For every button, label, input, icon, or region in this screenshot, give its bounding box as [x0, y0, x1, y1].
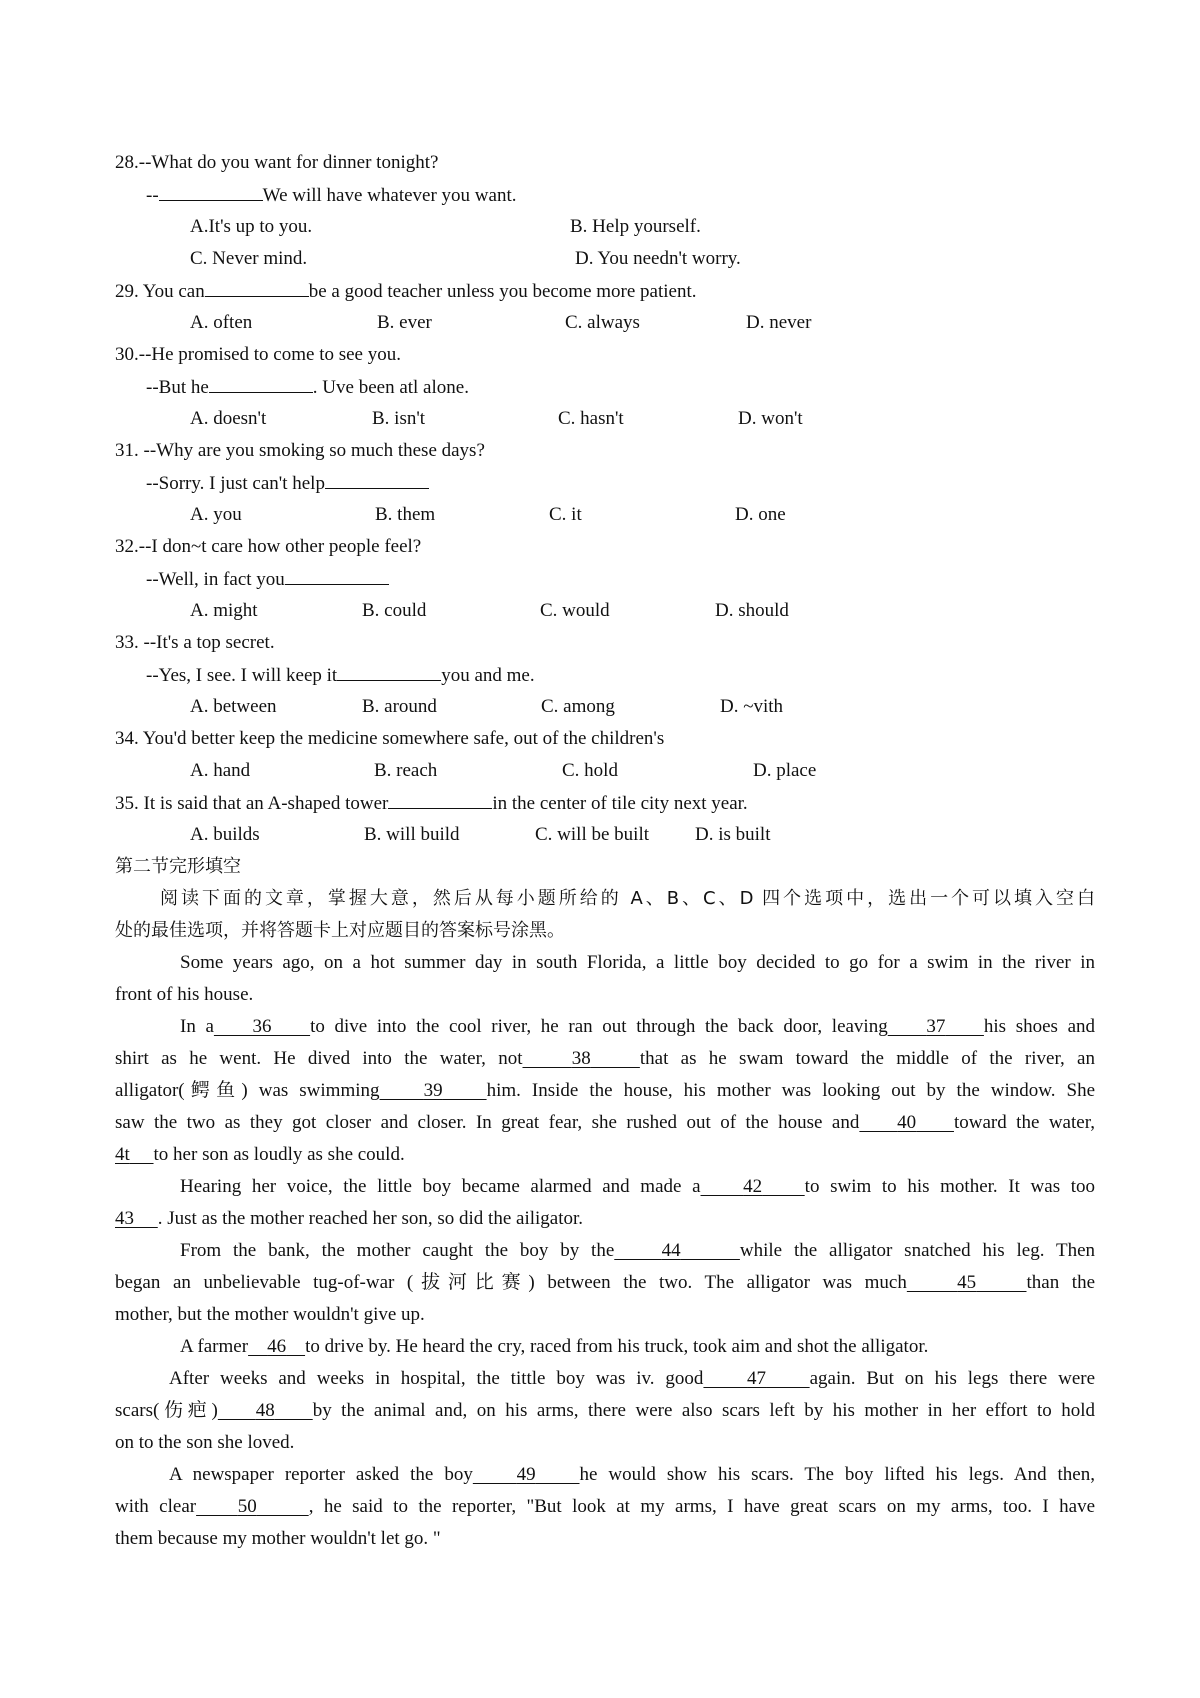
cloze-blank-36: 36 [252, 1016, 272, 1037]
question-31-reply: --Sorry. I just can't help [146, 468, 429, 498]
question-30-stem: 30.--He promised to come to see you. [115, 344, 401, 365]
question-33-option-a: A. between [190, 696, 277, 717]
answer-blank [388, 788, 492, 809]
passage-line: alligator(鳄鱼) was swimming 39 him. Inside the house, his mother was looking out by the window. She [115, 1080, 1095, 1101]
answer-blank [325, 468, 429, 489]
question-31-option-d: D. one [735, 504, 786, 525]
question-32-option-b: B. could [362, 600, 427, 621]
question-29-option-c: C. always [565, 312, 640, 333]
cloze-blank-48: 48 [255, 1400, 275, 1421]
question-35-option-a: A. builds [190, 824, 260, 845]
cloze-blank-40: 40 [897, 1112, 917, 1133]
cloze-blank-45: 45 [957, 1272, 977, 1293]
question-32-reply: --Well, in fact you [146, 564, 389, 594]
passage-line: shirt as he went. He dived into the water, not 38 that as he swam toward the middle of the river, an [115, 1048, 1095, 1069]
passage-line: them because my mother wouldn't let go. " [115, 1528, 441, 1549]
answer-blank [285, 564, 389, 585]
passage-line: 43 . Just as the mother reached her son, so did the ailigator. [115, 1208, 584, 1229]
passage-line: began an unbelievable tug-of-war (拔河比赛) between the two. The alligator was much 45 than the [115, 1272, 1095, 1293]
question-32-option-c: C. would [540, 600, 610, 621]
question-28-option-c: C. Never mind. [190, 248, 308, 269]
cloze-blank-50: 50 [237, 1496, 257, 1517]
question-35-option-d: D. is built [695, 824, 771, 845]
question-33-stem: 33. --It's a top secret. [115, 632, 275, 653]
question-33-option-b: B. around [362, 696, 437, 717]
question-32-stem: 32.--I don~t care how other people feel? [115, 536, 422, 557]
section-title: 第二节完形填空 [115, 856, 241, 877]
passage-line: A newspaper reporter asked the boy 49 he would show his scars. The boy lifted his legs. And then, [169, 1464, 1095, 1485]
question-30-option-d: D. won't [738, 408, 803, 429]
question-34-option-b: B. reach [374, 760, 438, 781]
cloze-blank-42: 42 [743, 1176, 763, 1197]
question-31-stem: 31. --Why are you smoking so much these days? [115, 440, 485, 461]
passage-line: After weeks and weeks in hospital, the tittle boy was iv. good 47 again. But on his legs there were [169, 1368, 1095, 1389]
question-33-reply: --Yes, I see. I will keep it you and me. [146, 660, 535, 690]
cloze-blank-49: 49 [516, 1464, 536, 1485]
cloze-blank-43: 43 [115, 1208, 134, 1229]
answer-blank [337, 660, 441, 681]
question-29-option-d: D. never [746, 312, 812, 333]
passage-line: 4t to her son as loudly as she could. [115, 1144, 405, 1165]
cloze-blank-39: 39 [423, 1080, 443, 1101]
answer-blank [209, 372, 313, 393]
question-32-option-a: A. might [190, 600, 258, 621]
question-28-option-b: B. Help yourself. [570, 216, 701, 237]
section-instructions-line1: 阅读下面的文章，掌握大意，然后从每小题所给的 A、B、C、D 四个选项中，选出一个可以填入空白 [160, 888, 1095, 909]
question-28-stem: 28.--What do you want for dinner tonight? [115, 152, 439, 173]
cloze-blank-46: 46 [267, 1336, 287, 1357]
passage-line: mother, but the mother wouldn't give up. [115, 1304, 425, 1325]
answer-blank [159, 180, 263, 201]
cloze-blank-41: 4t [115, 1144, 130, 1165]
passage-line: scars(伤疤) 48 by the animal and, on his arms, there were also scars left by his mother in her effort to hold [115, 1400, 1095, 1421]
passage-line: Some years ago, on a hot summer day in south Florida, a little boy decided to go for a swim in the river in [180, 952, 1095, 973]
question-31-option-b: B. them [375, 504, 436, 525]
question-35-option-c: C. will be built [535, 824, 649, 845]
question-30-option-b: B. isn't [372, 408, 426, 429]
question-29-option-a: A. often [190, 312, 253, 333]
question-33-option-d: D. ~vith [720, 696, 784, 717]
question-29-stem: 29. You can be a good teacher unless you become more patient. [115, 276, 697, 306]
question-34-option-c: C. hold [562, 760, 618, 781]
question-28-reply: -- We will have whatever you want. [146, 180, 516, 210]
question-31-option-a: A. you [190, 504, 242, 525]
passage-line: with clear 50 , he said to the reporter, "But look at my arms, I have great scars on my arms, too. I have [115, 1496, 1095, 1517]
cloze-blank-38: 38 [571, 1048, 591, 1069]
question-35-stem: 35. It is said that an A-shaped tower in the center of tile city next year. [115, 788, 748, 818]
cloze-blank-37: 37 [926, 1016, 946, 1037]
question-34-option-a: A. hand [190, 760, 251, 781]
passage-line: Hearing her voice, the little boy became alarmed and made a 42 to swim to his mother. It was too [180, 1176, 1095, 1197]
section-instructions-line2: 处的最佳选项，并将答题卡上对应题目的答案标号涂黑。 [115, 920, 565, 941]
passage-line: saw the two as they got closer and closer. In great fear, she rushed out of the house and 40 toward the water, [115, 1112, 1095, 1133]
question-31-option-c: C. it [549, 504, 582, 525]
question-30-reply: --But he . Uve been atl alone. [146, 372, 469, 402]
question-35-option-b: B. will build [364, 824, 460, 845]
question-30-option-c: C. hasn't [558, 408, 624, 429]
answer-blank [205, 276, 309, 297]
passage-line: on to the son she loved. [115, 1432, 295, 1453]
question-32-option-d: D. should [715, 600, 789, 621]
question-29-option-b: B. ever [377, 312, 432, 333]
question-28-option-d: D. You needn't worry. [575, 248, 741, 269]
passage-line: front of his house. [115, 984, 254, 1005]
question-34-option-d: D. place [753, 760, 817, 781]
question-33-option-c: C. among [541, 696, 615, 717]
cloze-blank-47: 47 [747, 1368, 767, 1389]
question-28-option-a: A.It's up to you. [190, 216, 313, 237]
question-30-option-a: A. doesn't [190, 408, 267, 429]
passage-line: In a 36 to dive into the cool river, he ran out through the back door, leaving 37 his shoes and [180, 1016, 1095, 1037]
passage-line: A farmer 46 to drive by. He heard the cry, raced from his truck, took aim and shot the alligator. [180, 1336, 929, 1357]
question-34-stem: 34. You'd better keep the medicine somewhere safe, out of the children's [115, 728, 665, 749]
cloze-blank-44: 44 [661, 1240, 681, 1261]
passage-line: From the bank, the mother caught the boy by the 44 while the alligator snatched his leg. Then [180, 1240, 1095, 1261]
